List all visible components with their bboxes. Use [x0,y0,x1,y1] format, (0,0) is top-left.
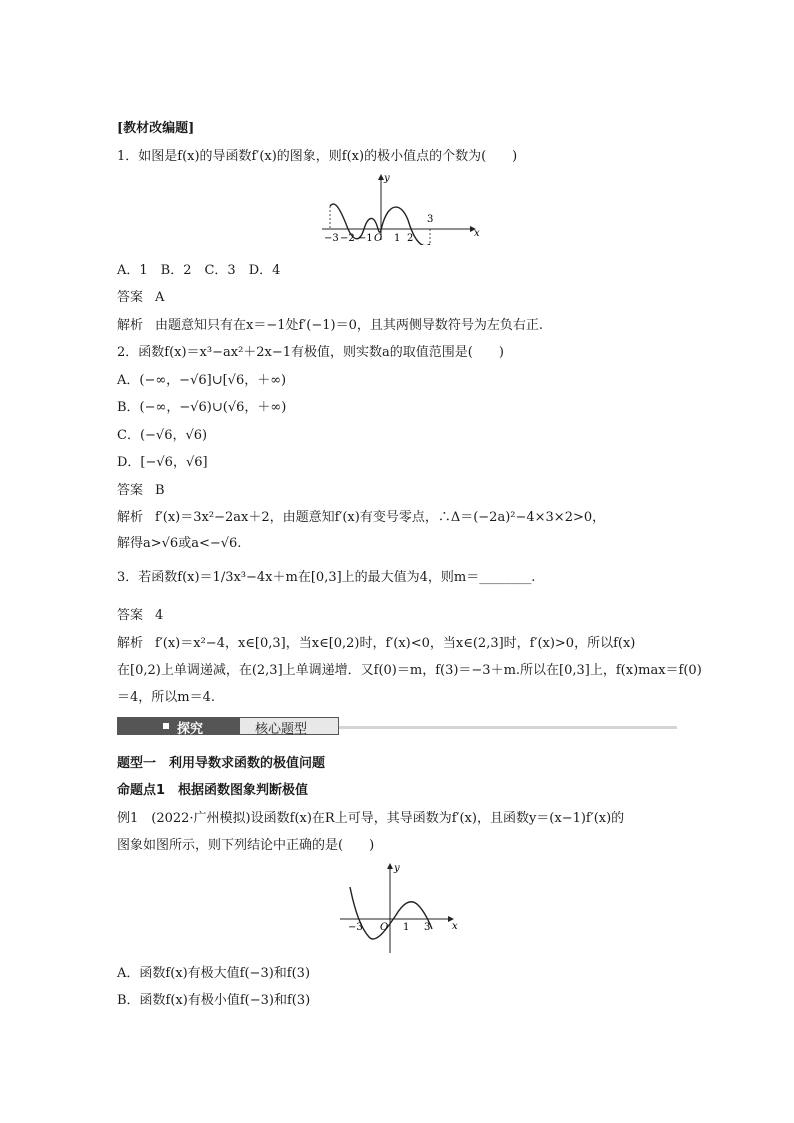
question-3-stem: 3．若函数f(x)＝1/3x³−4x＋m在[0,3]上的最大值为4，则m＝________. [117,570,536,585]
question-2-option-d: D．[−√6，√6] [117,455,208,470]
source-label: [教材改编题] [117,121,195,136]
question-3-analysis-end: ＝4，所以m＝4. [117,690,216,705]
question-1-options: A．1 B．2 C．3 D．4 [117,263,281,278]
question-3-analysis [117,636,635,652]
question-2-analysis [117,510,605,526]
question-1-answer [117,290,164,306]
answer-label: 答案 [117,483,144,498]
tick-label: 1 [403,922,410,933]
tick-label: 3 [424,922,431,933]
analysis-label: 解析 [117,318,144,333]
tick-label: −3 [324,233,339,244]
tick-label: −1 [358,233,373,244]
analysis-text: 由题意知只有在x＝−1处f′(−1)＝0，且其两侧导数符号为左负右正. [155,318,543,333]
answer-value: 4 [155,608,164,623]
derivative-graph-figure [318,170,483,245]
example-1-line-1: 例1 (2022·广州模拟)设函数f(x)在R上可导，其导函数为f′(x)，且函数y＝(x−1)f′(x)的 [117,811,625,826]
question-2-option-a: A．(−∞，−√6]∪[√6，＋∞) [117,373,287,388]
example-1-line-2: 图象如图所示，则下列结论中正确的是( ) [117,838,375,853]
answer-value: B [155,483,165,498]
x-axis-label: x [474,228,480,239]
question-2-option-b: B．(−∞，−√6)∪(√6，＋∞) [117,400,287,415]
analysis-text: f′(x)＝3x²−2ax＋2，由题意知f′(x)有变号零点，∴Δ＝(−2a)²−4×3×2>0， [155,510,606,525]
x-axis-label: x [452,921,458,932]
banner-title-left: 探究 [177,722,204,737]
question-2-option-c: C．(−√6，√6) [117,428,208,443]
answer-value: A [155,290,165,305]
point-title: 命题点1 根据函数图象判断极值 [117,783,309,798]
example-1-option-a: A．函数f(x)有极大值f(−3)和f(3) [117,966,311,981]
question-3-analysis-cont: 在[0,2)上单调递减，在(2,3]上单调递增．又f(0)＝m，f(3)＝−3＋m.所以在[0,3]上，f(x)max＝f(0) [117,663,702,678]
question-3-answer [117,608,163,624]
tick-label: −2 [340,233,355,244]
analysis-text: f′(x)＝x²−4，x∈[0,3]，当x∈[0,2)时，f′(x)<0，当x∈(2,3]时，f′(x)>0，所以f(x) [155,636,636,651]
question-2-answer [117,483,165,499]
y-axis-label: y [384,173,390,184]
example-graph-figure [336,857,461,957]
example-1-option-b: B．函数f(x)有极小值f(−3)和f(3) [117,993,311,1008]
type-title: 题型一 利用导数求函数的极值问题 [117,756,326,771]
answer-label: 答案 [117,608,144,623]
y-axis-label: y [394,863,400,874]
section-banner [117,715,677,737]
origin-label: O [380,922,389,933]
question-1-analysis [117,318,543,334]
origin-label: O [374,233,383,244]
question-2-analysis-cont: 解得a>√6或a<−√6. [117,536,242,551]
tick-label: 3 [427,214,434,225]
tick-label: 2 [407,233,414,244]
tick-label: 1 [394,233,401,244]
analysis-label: 解析 [117,636,144,651]
banner-title-right: 核心题型 [255,722,308,737]
square-bullet-icon [163,723,169,729]
question-2-stem: 2．函数f(x)＝x³−ax²＋2x−1有极值，则实数a的取值范围是( ) [117,345,504,360]
question-1-stem: 1．如图是f(x)的导函数f′(x)的图象，则f(x)的极小值点的个数为( ) [117,149,518,164]
tick-label: −3 [348,922,363,933]
y-axis-arrow [387,863,393,869]
answer-label: 答案 [117,290,144,305]
analysis-label: 解析 [117,510,144,525]
